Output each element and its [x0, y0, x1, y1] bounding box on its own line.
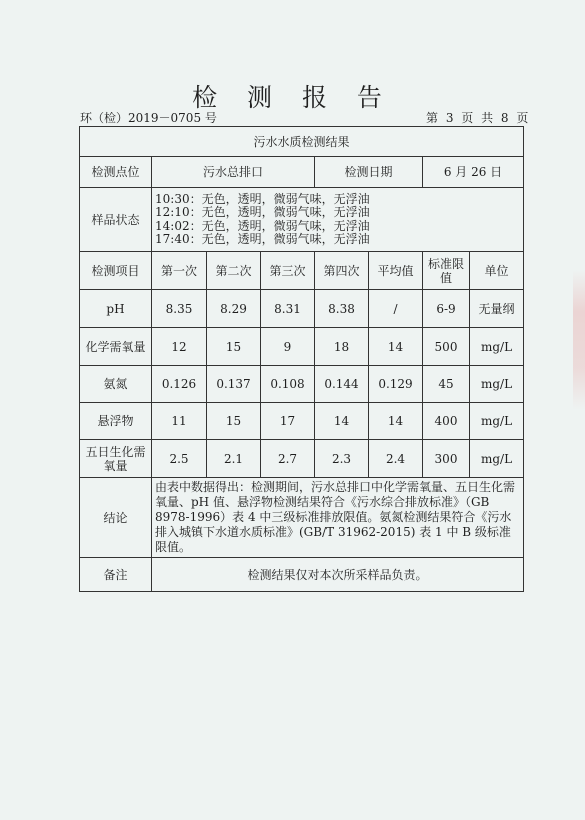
point-value: 污水总排口	[152, 157, 315, 188]
table-cell: 18	[315, 328, 369, 366]
table-cell: 氨氮	[80, 366, 152, 403]
table-title: 污水水质检测结果	[80, 127, 524, 157]
remark-text: 检测结果仅对本次所采样品负责。	[152, 558, 524, 592]
table-cell: 15	[207, 403, 261, 440]
table-cell: 14	[369, 403, 423, 440]
table-row	[80, 366, 524, 403]
header-cell: 第三次	[261, 252, 315, 290]
table-cell: 45	[423, 366, 470, 403]
header-cell: 检测项目	[80, 252, 152, 290]
header-cell: 标准限值	[423, 252, 470, 290]
table-cell: 300	[423, 440, 470, 478]
sample-line: 14:02：无色，透明，微弱气味，无浮油	[155, 218, 370, 233]
date-value: 6 月 26 日	[423, 157, 524, 188]
table-cell: 悬浮物	[80, 403, 152, 440]
table-cell: 0.129	[369, 366, 423, 403]
table-cell: 2.3	[315, 440, 369, 478]
sample-line: 10:30：无色，透明，微弱气味，无浮油	[155, 191, 370, 206]
sample-status	[152, 188, 524, 252]
table-row	[80, 403, 524, 440]
table-cell: 2.5	[152, 440, 207, 478]
table-cell: 11	[152, 403, 207, 440]
table-cell: 2.1	[207, 440, 261, 478]
table-cell: 400	[423, 403, 470, 440]
table-cell: 2.4	[369, 440, 423, 478]
table-cell: 9	[261, 328, 315, 366]
table-cell: 500	[423, 328, 470, 366]
sample-line: 17:40：无色，透明，微弱气味，无浮油	[155, 232, 370, 246]
table-cell: 14	[315, 403, 369, 440]
sample-line: 12:10：无色，透明，微弱气味，无浮油	[155, 205, 370, 219]
report-number: 环（检）2019－0705 号	[80, 111, 217, 125]
table-row	[80, 328, 524, 366]
header-cell: 第二次	[207, 252, 261, 290]
table-cell: 0.126	[152, 366, 207, 403]
table-cell: 0.137	[207, 366, 261, 403]
table-cell: mg/L	[470, 328, 524, 366]
page-info: 第 3 页 共 8 页	[426, 111, 531, 125]
header-cell: 第四次	[315, 252, 369, 290]
header-cell: 第一次	[152, 252, 207, 290]
table-cell: mg/L	[470, 403, 524, 440]
conclusion-text: 由表中数据得出：检测期间，污水总排口中化学需氧量、五日生化需氧量、pH 值、悬浮物检测结果符合《污水综合排放标准》（GB 8978-1996）表 4 中三级标准排放限值。氨氮检测结果符合《污水排入城镇下水道水质标准》(GB/T 31962-2015) 表 1 中 B 级标准限值。	[152, 478, 524, 558]
table-cell: 化学需氧量	[80, 328, 152, 366]
table-cell: 6-9	[423, 290, 470, 328]
table-cell: 14	[369, 328, 423, 366]
header-row	[80, 252, 524, 290]
results-table	[79, 126, 524, 592]
table-cell: 8.31	[261, 290, 315, 328]
table-cell: 12	[152, 328, 207, 366]
remark-label: 备注	[80, 558, 152, 592]
report-title: 检 测 报 告	[192, 83, 393, 112]
table-cell: pH	[80, 290, 152, 328]
point-label: 检测点位	[80, 157, 152, 188]
header-cell: 平均值	[369, 252, 423, 290]
header-cell: 单位	[470, 252, 524, 290]
table-cell: mg/L	[470, 440, 524, 478]
table-row	[80, 440, 524, 478]
seal-stamp-edge	[573, 270, 585, 410]
date-label: 检测日期	[315, 157, 423, 188]
table-cell: 0.144	[315, 366, 369, 403]
table-cell: 2.7	[261, 440, 315, 478]
table-cell: 17	[261, 403, 315, 440]
table-cell: 8.38	[315, 290, 369, 328]
table-row	[80, 290, 524, 328]
sample-label: 样品状态	[80, 188, 152, 252]
table-cell: 8.29	[207, 290, 261, 328]
table-cell: /	[369, 290, 423, 328]
table-cell: 无量纲	[470, 290, 524, 328]
table-cell: 0.108	[261, 366, 315, 403]
table-cell: 五日生化需氧量	[80, 440, 152, 478]
table-cell: mg/L	[470, 366, 524, 403]
table-cell: 15	[207, 328, 261, 366]
table-cell: 8.35	[152, 290, 207, 328]
conclusion-label: 结论	[80, 478, 152, 558]
